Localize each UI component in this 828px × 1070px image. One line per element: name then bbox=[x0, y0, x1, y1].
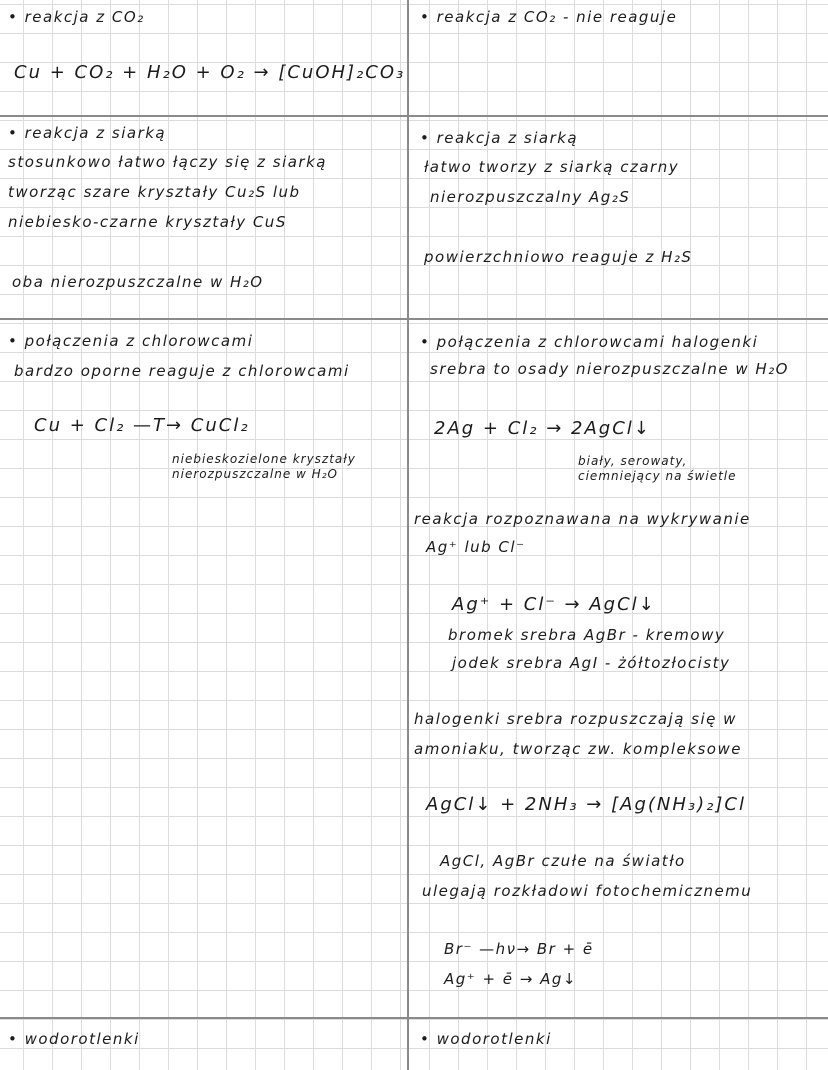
text-line: reakcja rozpoznawana na wykrywanie bbox=[414, 510, 751, 528]
text-line: ulegają rozkładowi fotochemicznemu bbox=[422, 882, 753, 900]
text-line: tworząc szare kryształy Cu₂S lub bbox=[8, 183, 301, 201]
column-divider bbox=[407, 0, 409, 1070]
equation-cucl2: Cu + Cl₂ —T→ CuCl₂ bbox=[34, 415, 250, 436]
heading-sulfur-ag: • reakcja z siarką bbox=[420, 129, 579, 147]
text-line: powierzchniowo reaguje z H₂S bbox=[424, 248, 693, 266]
equation-co2-cu: Cu + CO₂ + H₂O + O₂ → [CuOH]₂CO₃ bbox=[14, 62, 406, 83]
equation-photo: Ag⁺ + ē → Ag↓ bbox=[444, 970, 577, 988]
heading-sulfur-cu: • reakcja z siarką bbox=[8, 124, 167, 142]
note-line: niebieskozielone kryształy bbox=[172, 452, 356, 466]
note-line: nierozpuszczalne w H₂O bbox=[172, 467, 338, 481]
text-line: bardzo oporne reaguje z chlorowcami bbox=[14, 362, 350, 380]
heading-co2-cu: • reakcja z CO₂ bbox=[8, 8, 145, 26]
text-line: AgCl, AgBr czułe na światło bbox=[440, 852, 686, 870]
section-divider bbox=[0, 115, 828, 117]
heading-halogen-cu: • połączenia z chlorowcami bbox=[8, 332, 254, 350]
section-divider bbox=[0, 1017, 828, 1019]
note-line: ciemniejący na świetle bbox=[578, 469, 737, 483]
equation-photo: Br⁻ —hν→ Br + ē bbox=[444, 940, 594, 958]
text-line: niebiesko-czarne kryształy CuS bbox=[8, 213, 287, 231]
equation-ammonia: AgCl↓ + 2NH₃ → [Ag(NH₃)₂]Cl bbox=[426, 794, 746, 815]
heading-co2-ag: • reakcja z CO₂ - nie reaguje bbox=[420, 8, 678, 26]
text-line: amoniaku, tworząc zw. kompleksowe bbox=[414, 740, 742, 758]
note-line: biały, serowaty, bbox=[578, 454, 688, 468]
heading-hydroxide-cu: • wodorotlenki bbox=[8, 1030, 140, 1048]
heading-hydroxide-ag: • wodorotlenki bbox=[420, 1030, 552, 1048]
heading-halogen-ag: • połączenia z chlorowcami halogenki bbox=[420, 333, 759, 351]
equation-detection: Ag⁺ + Cl⁻ → AgCl↓ bbox=[452, 594, 656, 615]
text-line: oba nierozpuszczalne w H₂O bbox=[12, 273, 264, 291]
text-line: łatwo tworzy z siarką czarny bbox=[424, 158, 680, 176]
text-line: halogenki srebra rozpuszczają się w bbox=[414, 710, 737, 728]
text-line: Ag⁺ lub Cl⁻ bbox=[426, 538, 526, 556]
text-line: stosunkowo łatwo łączy się z siarką bbox=[8, 153, 327, 171]
text-line: nierozpuszczalny Ag₂S bbox=[430, 188, 631, 206]
text-line: bromek srebra AgBr - kremowy bbox=[448, 626, 726, 644]
text-line: srebra to osady nierozpuszczalne w H₂O bbox=[430, 360, 789, 378]
section-divider bbox=[0, 318, 828, 320]
text-line: jodek srebra AgI - żółtozłocisty bbox=[452, 654, 731, 672]
equation-agcl: 2Ag + Cl₂ → 2AgCl↓ bbox=[434, 418, 651, 439]
